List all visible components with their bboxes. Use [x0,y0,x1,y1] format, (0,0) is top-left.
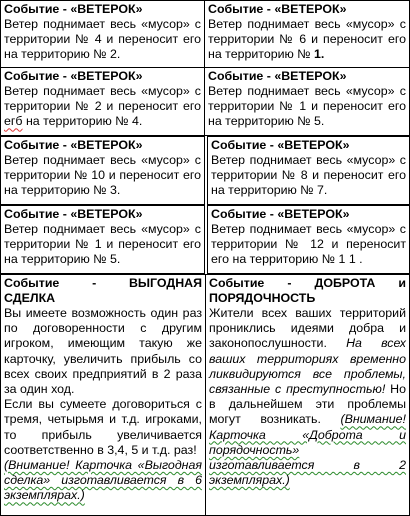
card-title: Событие - «ВЕТЕРОК» [4,2,143,16]
card-note: (Внимание! Карточка «Выгодная сделка» изготавливается в 6 экземплярах.) [4,458,202,503]
card-note: (Внимание! Карточка «Доброта и порядочность» изготавливается в 2 экземплярах.) [209,412,406,488]
card-veterok-3 [0,67,205,136]
spellcheck-word: егб [4,114,23,129]
card-dobrota [205,274,410,516]
card-title: Событие - «ВЕТЕРОК» [211,207,350,221]
card-title: Событие - «ВЕТЕРОК» [4,69,143,83]
card-veterok-4 [204,67,410,136]
card-veterok-6 [207,136,410,205]
card-text: Ветер поднимает весь «мусор» с территории № 10 и переносит его на территорию № 3. [4,153,201,198]
card-text-end: Но в дальнейшем эти проблемы могут возникать. [209,382,406,427]
card-title: Событие - «ВЕТЕРОК» [4,138,143,152]
card-paragraph [209,306,406,488]
card-veterok-5 [0,136,205,205]
card-title-line2: СДЕЛКА [4,291,56,305]
card-text: Ветер поднимает весь «мусор» с территории № 4 и переносит его на территорию № 2. [4,17,201,62]
card-title: Событие - ДОБРОТА и [209,276,406,290]
card-text-main: Жители всех ваших территорий прониклись идеями добра и законопослушности. [209,306,406,351]
card-text: Ветер поднимает весь «мусор» с территории № 12 и переносит его на территорию № 1 1 . [211,222,406,267]
card-paragraph-2: Если вы сумеете договориться с тремя, четырьмя и т.д. игроками, то прибыль увеличивается соответственно в 3,4, 5 и т.д. раз! [4,397,202,457]
card-veterok-2 [204,0,410,68]
card-title-line2: ПОРЯДОЧНОСТЬ [209,291,316,305]
card-veterok-7 [0,205,205,274]
card-text-main: Ветер поднимает весь «мусор» с территории № 2 и переносит его [4,84,201,114]
card-title: Событие - «ВЕТЕРОК» [208,69,347,83]
card-title: Событие - ВЫГОДНАЯ [4,276,202,290]
card-text-italic: На всех ваших территориях временно ликвидируются все проблемы, связанные с преступностью! [209,336,406,397]
card-text-main: Ветер поднимает весь «мусор» с территории № 6 и переносит его на территорию № [208,17,406,62]
card-title: Событие - «ВЕТЕРОК» [208,2,347,16]
card-text [208,17,406,63]
card-paragraph-1: Вы имеете возможность один раз по договоренности с другим игроком, имеющим такую же карточку, увеличить прибыль со всех своих предприятий в 2 раза за один ход. [4,306,202,397]
card-text [4,84,201,130]
card-veterok-8 [207,205,410,274]
card-text-bold: 1. [314,47,325,62]
card-title: Событие - «ВЕТЕРОК» [4,207,143,221]
card-vygodnaya-sdelka [0,274,206,516]
card-text-end: на территорию № 4. [22,114,143,129]
card-veterok-1 [0,0,205,68]
card-text: Ветер поднимает весь «мусор» с территории № 1 и переносит его на территорию № 5. [4,222,201,267]
card-text: Ветер поднимает весь «мусор» с территории № 8 и переносит его на территорию № 7. [211,153,406,198]
card-text: Ветер поднимает весь «мусор» с территории № 1 и переносит его на территорию № 5. [208,84,406,129]
card-title: Событие - «ВЕТЕРОК» [211,138,350,152]
